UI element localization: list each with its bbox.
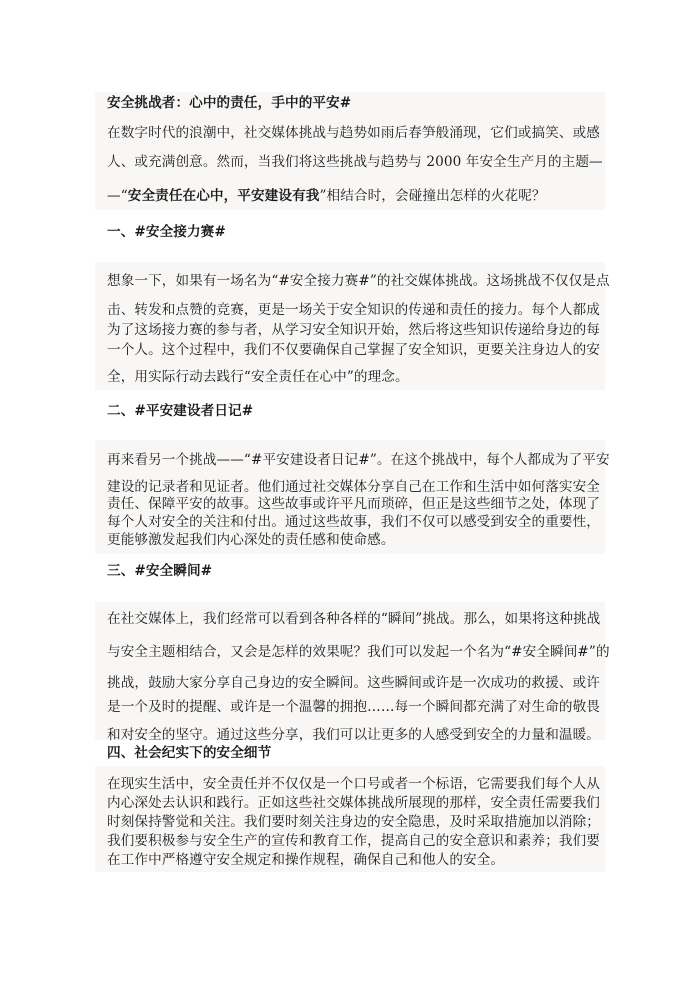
intro-line: 在数字时代的浪潮中，社交媒体挑战与趋势如雨后春笋般涌现，它们或搞笑、或感 [107,125,600,141]
intro-quote-open: —“ [107,188,128,204]
section-line: 在现实生活中，安全责任并不仅仅是一个口号或者一个标语，它需要我们每个人从 [107,776,600,792]
theme-slogan: 安全责任在心中，平安建设有我 [127,188,320,204]
section-line: 全，用实际行动去践行“安全责任在心中”的理念。 [107,369,409,385]
section-line: 每个人对安全的关注和付出。通过这些故事，我们不仅可以感受到安全的重要性， [107,514,600,530]
section-heading: 四、社会纪实下的安全细节 [107,745,272,761]
intro-line [107,187,546,205]
section-line: 为了这场接力赛的参与者，从学习安全知识开始，然后将这些知识传递给身边的每 [107,322,600,338]
section-line: 一个人。这个过程中，我们不仅要确保自己掌握了安全知识，更要关注身边人的安 [107,342,600,358]
section-line: 击、转发和点赞的竞赛，更是一场关于安全知识的传递和责任的接力。每个人都成 [107,302,600,318]
section-line: 内心深处去认识和践行。正如这些社交媒体挑战所展现的那样，安全责任需要我们 [107,795,600,811]
section-heading: 三、#安全瞬间# [107,563,213,579]
section-line: 责任、保障平安的故事。这些故事或许平凡而琐碎，但正是这些细节之处，体现了 [107,496,600,512]
section-line: 与安全主题相结合，又会是怎样的效果呢？我们可以发起一个名为“#安全瞬间#”的 [107,644,610,660]
section-heading: 一、#安全接力赛# [107,224,226,240]
section-line: 和对安全的坚守。通过这些分享，我们可以让更多的人感受到安全的力量和温暖。 [107,727,600,743]
section-line: 时刻保持警觉和关注。我们要时刻关注身边的安全隐患，及时采取措施加以消除； [107,814,600,830]
intro-line: 人、或充满创意。然而，当我们将这些挑战与趋势与 2000 年安全生产月的主题— [107,154,603,170]
intro-quote-close: ”相结合时，会碰撞出怎样的火花呢？ [319,188,546,204]
section-line: 再来看另一个挑战——“#平安建设者日记#”。在这个挑战中，每个人都成为了平安 [107,452,610,468]
section-line: 想象一下，如果有一场名为“#安全接力赛#”的社交媒体挑战。这场挑战不仅仅是点 [107,273,610,289]
section-line: 挑战，鼓励大家分享自己身边的安全瞬间。这些瞬间或许是一次成功的救援、或许 [107,675,600,691]
section-line: 更能够激发起我们内心深处的责任感和使命感。 [107,532,395,548]
document-title: 安全挑战者：心中的责任，手中的平安# [107,95,352,111]
section-line: 是一个及时的提醒、或许是一个温馨的拥抱……每一个瞬间都充满了对生命的敬畏 [107,699,600,715]
section-heading: 二、#平安建设者日记# [107,403,254,419]
section-line: 建设的记录者和见证者。他们通过社交媒体分享自己在工作和生活中如何落实安全 [107,479,600,495]
section-line: 在工作中严格遵守安全规定和操作规程，确保自己和他人的安全。 [107,852,505,868]
section-line: 在社交媒体上，我们经常可以看到各种各样的“瞬间”挑战。那么，如果将这种挑战 [107,611,601,627]
section-line: 我们要积极参与安全生产的宣传和教育工作，提高自己的安全意识和素养；我们要 [107,833,600,849]
